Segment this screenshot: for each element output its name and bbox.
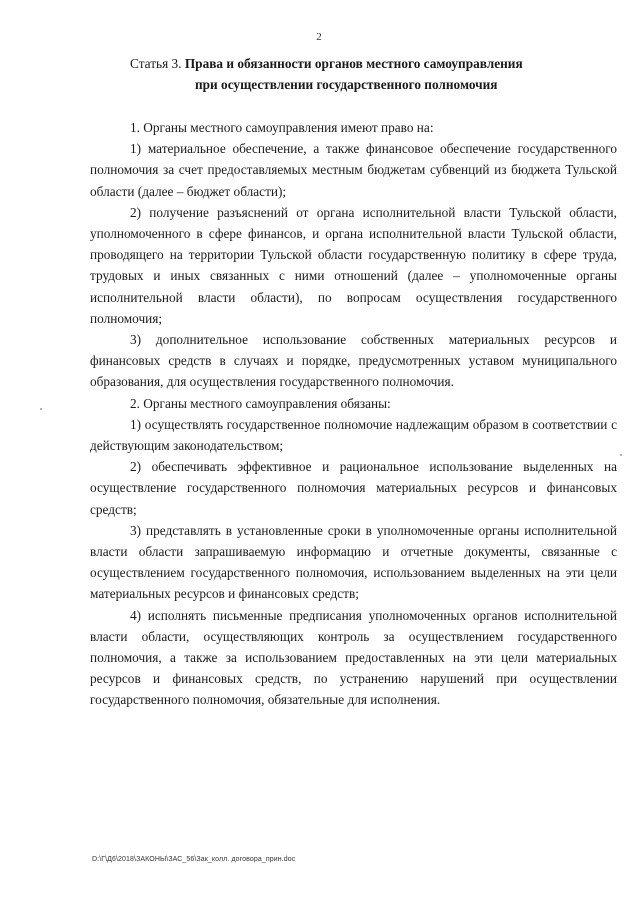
paragraph-rights-1: 1) материальное обеспечение, а также финансовое обеспечение государственного полномочия за счет предоставляемых местным бюджетам субвенций из бюджета Тульской области (далее – бюджет области); bbox=[90, 141, 617, 199]
paragraph-duties-3: 3) представлять в установленные сроки в уполномоченные органы исполнительной власти области запрашиваемую информацию и отчетные документы, связанные с осуществлением государственного полномочия, использованием выделенных на эти цели материальных ресурсов и финансовых средств; bbox=[90, 522, 617, 602]
paragraph-rights-2: 2) получение разъяснений от органа исполнительной власти Тульской области, уполномоченного в сфере финансов, и органа исполнительной власти Тульской области, проводящего на территории Тульской области государственную политику в сфере труда, трудовых и иных связанных с ними отношений (далее – уполномоченные органы исполнительной власти области), по вопросам осуществления государственного полномочия; bbox=[90, 204, 617, 326]
article-number: Статья 3. bbox=[130, 56, 182, 71]
paragraph-rights-3: 3) дополнительное использование собственных материальных ресурсов и финансовых средств в случаях и порядке, предусмотренных уставом муниципального образования, для осуществления государственного полномочия. bbox=[90, 332, 617, 390]
paragraph-duties-intro: 2. Органы местного самоуправления обязаны: bbox=[130, 395, 391, 411]
article-title-line1: Права и обязанности органов местного самоуправления bbox=[184, 56, 523, 71]
paragraph-duties-2: 2) обеспечивать эффективное и рациональное использование выделенных на осуществление государственного полномочия материальных ресурсов и финансовых средств; bbox=[90, 459, 617, 517]
scan-speck bbox=[620, 454, 622, 456]
article-body bbox=[90, 117, 617, 711]
page-number: 2 bbox=[316, 31, 322, 43]
paragraph-duties-4: 4) исполнять письменные предписания уполномоченных органов исполнительной власти области, осуществляющих контроль за осуществлением государственного полномочия, а также за использованием предоставленных на эти цели материальных ресурсов и финансовых средств, по устранению нарушений при осуществлении государственного полномочия, обязательные для исполнения. bbox=[90, 607, 617, 708]
file-path-footer: D:\Г\Д6\2018\ЗАКОНЫ\ЗАС_56\Зак_колл. договора_прин.doc bbox=[92, 856, 296, 863]
paragraph-duties-1: 1) осуществлять государственное полномочие надлежащим образом в соответствии с действующим законодательством; bbox=[90, 416, 617, 454]
article-title-line2: при осуществлении государственного полномочия bbox=[195, 77, 498, 92]
article-heading bbox=[130, 53, 600, 95]
scan-speck bbox=[40, 408, 42, 410]
paragraph-rights-intro: 1. Органы местного самоуправления имеют право на: bbox=[130, 120, 434, 135]
